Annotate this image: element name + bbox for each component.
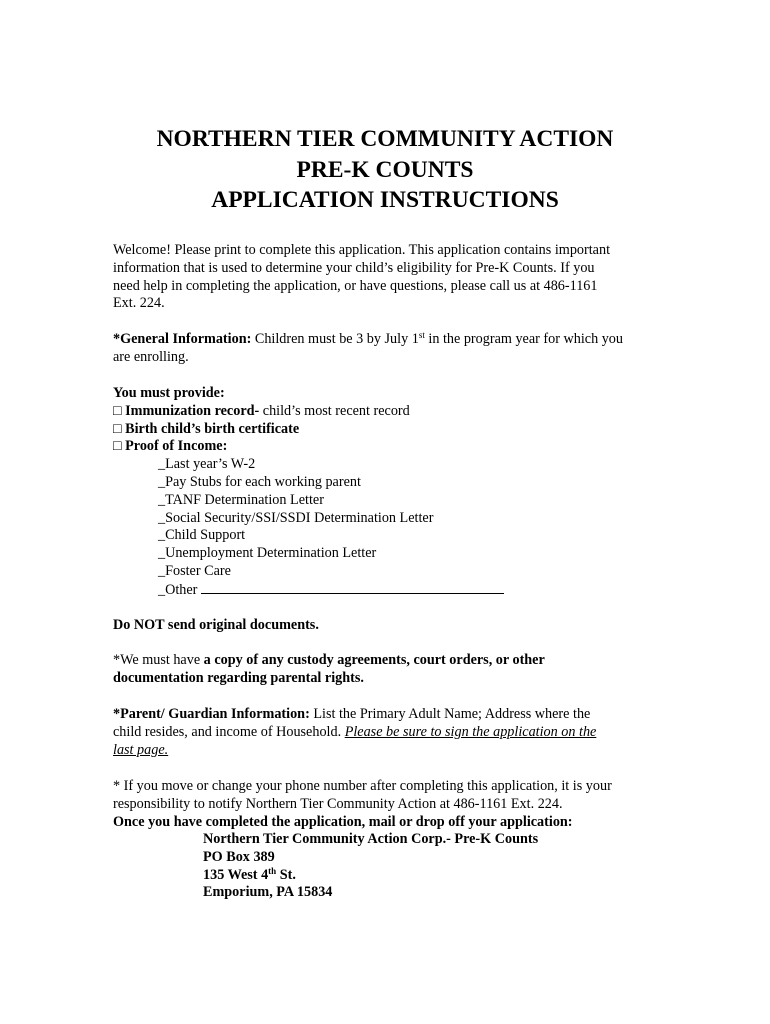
address-organization: Northern Tier Community Action Corp.- Pre-K Counts [203, 831, 539, 847]
custody-line [113, 652, 663, 670]
address-po-box: PO Box 389 [203, 848, 275, 865]
checkbox-icon: □ [113, 438, 122, 455]
title-line-program: PRE-K COUNTS [296, 156, 474, 183]
title-line-organization: NORTHERN TIER COMMUNITY ACTION [156, 126, 614, 152]
income-item: _Last year’s W-2 [158, 456, 256, 473]
address-city-state-zip: Emporium, PA 15834 [203, 884, 333, 901]
proof-of-income-label: Proof of Income: [125, 438, 228, 455]
general-information-paragraph [113, 331, 663, 367]
address-street [113, 867, 663, 885]
parent-guardian-line [113, 724, 663, 742]
title-line-document: APPLICATION INSTRUCTIONS [211, 187, 559, 213]
general-information-line [113, 331, 663, 349]
parent-guardian-text: child resides, and income of Household. [113, 723, 345, 740]
birth-certificate-label: Birth child’s birth certificate [125, 420, 300, 437]
signature-reminder: Please be sure to sign the application on the [344, 723, 597, 740]
signature-reminder: last page. [113, 741, 169, 758]
welcome-line: Welcome! Please print to complete this application. This application contains important [113, 242, 611, 258]
other-blank-line [201, 581, 504, 594]
checklist-item-proof-of-income [113, 438, 663, 456]
immunization-text: child’s most recent record [259, 402, 410, 419]
immunization-label: Immunization record- [125, 402, 260, 419]
parent-guardian-paragraph [113, 706, 663, 759]
income-item: _TANF Determination Letter [158, 491, 324, 508]
address-street-suffix: St. [276, 866, 296, 883]
address-street-number: 135 West 4 [203, 866, 269, 883]
parent-guardian-line [113, 706, 663, 724]
checkbox-icon: □ [113, 402, 122, 419]
mailing-address [113, 831, 663, 902]
welcome-line: information that is used to determine your child’s eligibility for Pre-K Counts. If you [113, 259, 595, 276]
welcome-line: Ext. 224. [113, 295, 165, 312]
welcome-line: need help in completing the application, or have questions, please call us at 486-1161 [113, 277, 598, 294]
general-information-text: Children must be 3 by July 1 [251, 331, 419, 347]
required-documents-heading: You must provide: [113, 385, 225, 401]
page-title [0, 124, 770, 216]
ordinal-suffix: st [418, 330, 425, 340]
ordinal-suffix: th [268, 865, 277, 876]
change-notice-line: * If you move or change your phone number after completing this application, it is your [113, 778, 612, 794]
custody-line: documentation regarding parental rights. [113, 669, 364, 686]
custody-text: *We must have [113, 652, 204, 668]
custody-paragraph [113, 652, 663, 688]
general-information-line: are enrolling. [113, 348, 189, 365]
checkbox-icon: □ [113, 420, 122, 437]
parent-guardian-text: List the Primary Adult Name; Address where the [309, 706, 591, 722]
income-item: _Social Security/SSI/SSDI Determination Letter [158, 509, 434, 526]
income-item-other-label: _Other [158, 581, 201, 598]
income-item: _Child Support [158, 527, 246, 544]
income-item: _Pay Stubs for each working parent [158, 473, 361, 490]
custody-bold-text: a copy of any custody agreements, court orders, or other [203, 652, 545, 668]
income-item: _Foster Care [158, 562, 231, 579]
change-notice-line: responsibility to notify Northern Tier Community Action at 486-1161 Ext. 224. [113, 795, 563, 812]
general-information-label: *General Information: [113, 331, 252, 347]
required-documents-section [113, 385, 663, 600]
income-item-other [113, 581, 663, 600]
welcome-paragraph [113, 242, 663, 313]
change-notice-paragraph [113, 778, 663, 831]
general-information-text: in the program year for which you [424, 331, 623, 347]
mail-instruction: Once you have completed the application, mail or drop off your application: [113, 813, 573, 830]
parent-guardian-label: *Parent/ Guardian Information: [113, 706, 310, 722]
income-item: _Unemployment Determination Letter [158, 545, 377, 562]
no-originals-notice: Do NOT send original documents. [113, 617, 319, 633]
checklist-item-birth-certificate [113, 421, 663, 439]
checklist-item-immunization [113, 403, 663, 421]
